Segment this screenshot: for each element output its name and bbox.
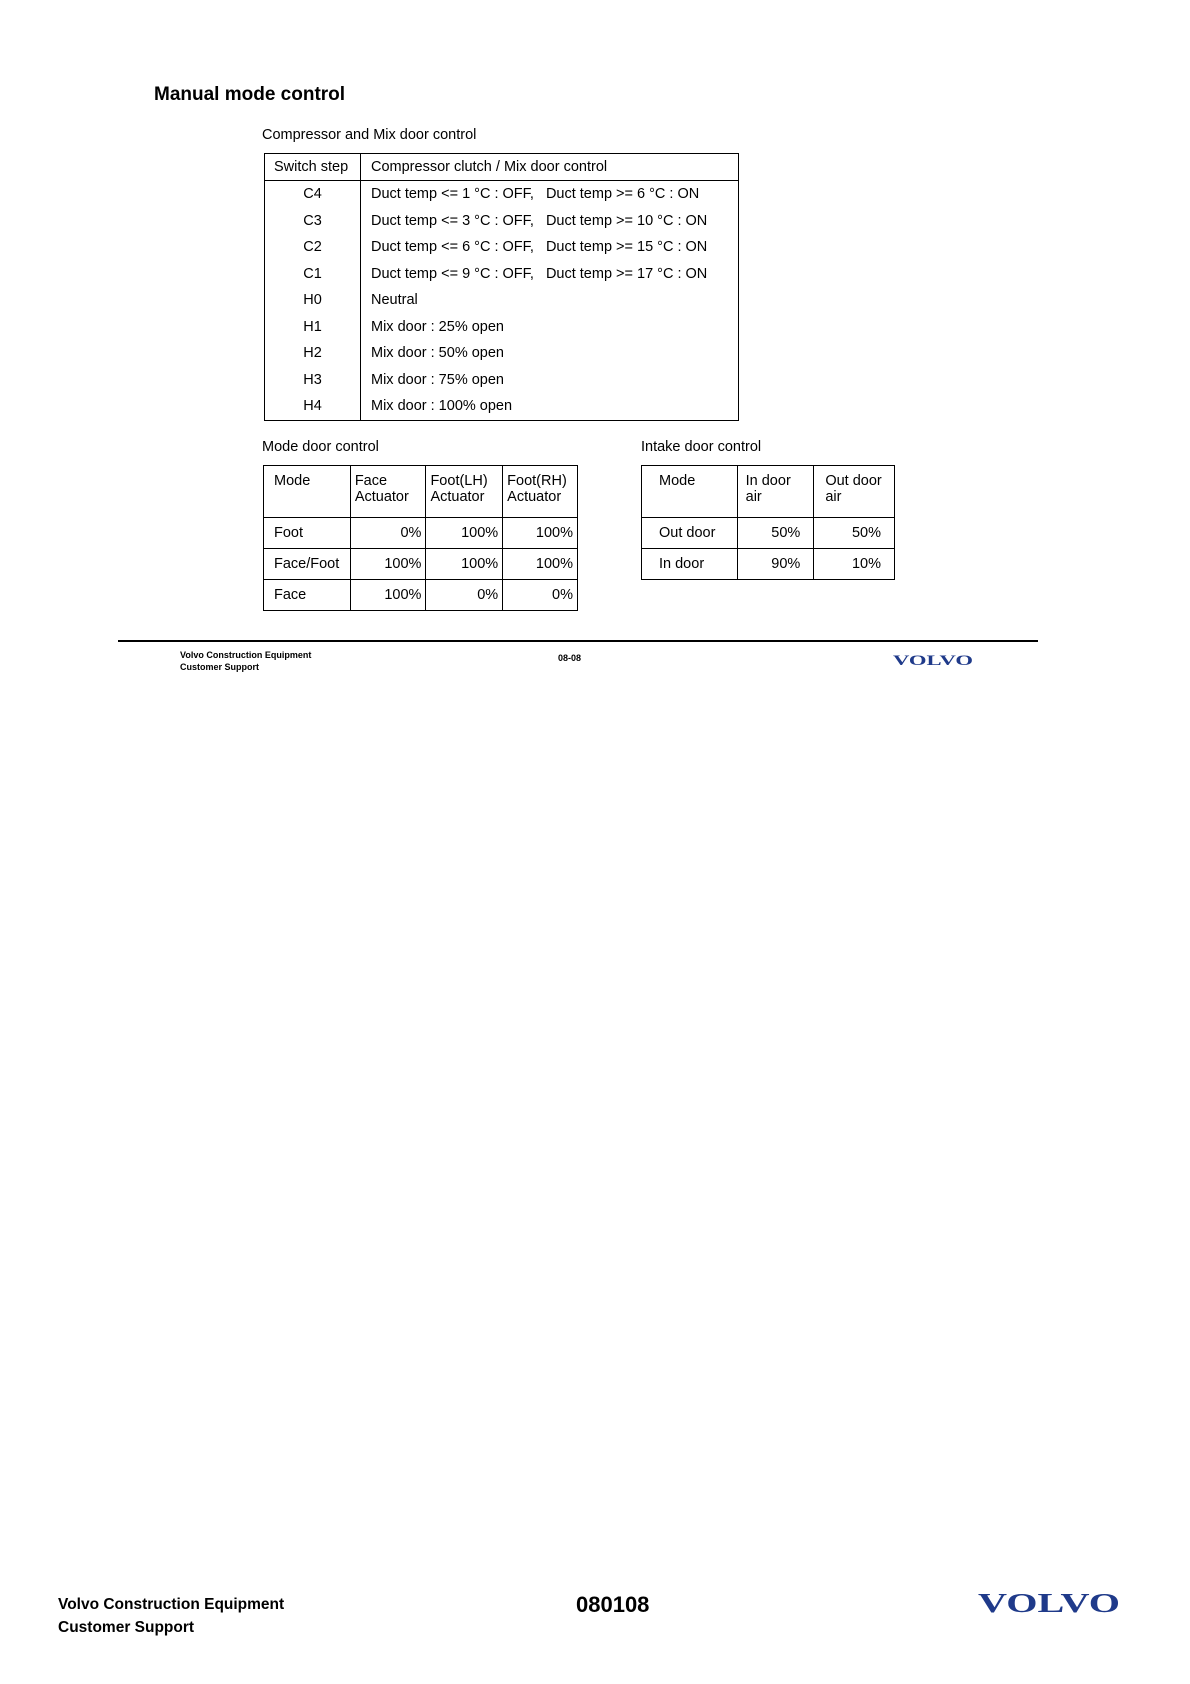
switch-step: C1 (265, 261, 361, 288)
table-row (642, 549, 895, 580)
header-foot-lh-actuator: Foot(LH) Actuator (426, 466, 503, 518)
value-cell: 0% (350, 518, 426, 549)
switch-step: H2 (265, 340, 361, 367)
value-cell: 0% (426, 580, 503, 611)
value-cell: 100% (350, 549, 426, 580)
value-cell: 100% (350, 580, 426, 611)
header-mode: Mode (264, 466, 351, 518)
mode-cell: Foot (264, 518, 351, 549)
control-desc: Neutral (371, 292, 418, 309)
table-row (265, 208, 739, 235)
table-row (265, 314, 739, 341)
intake-door-caption: Intake door control (641, 439, 762, 455)
table-row (265, 367, 739, 394)
table-row (265, 340, 739, 367)
mode-cell: In door (642, 549, 738, 580)
header-foot-rh-actuator: Foot(RH) Actuator (503, 466, 578, 518)
table-row (264, 518, 578, 549)
table-row (264, 549, 578, 580)
control-desc: Duct temp <= 1 °C : OFF, Duct temp >= 6 °C : ON (371, 186, 700, 203)
footer-divider (118, 640, 1038, 642)
svg-text:VOLVO: VOLVO (978, 1591, 1120, 1615)
control-desc: Mix door : 25% open (371, 318, 504, 335)
control-desc: Mix door : 75% open (371, 371, 504, 388)
footer-company-small: Volvo Construction Equipment Customer Support (180, 650, 312, 672)
header-mode: Mode (642, 466, 738, 518)
switch-step: H4 (265, 393, 361, 420)
table-row (265, 261, 739, 288)
header-in-door-air: In door air (737, 466, 814, 518)
mode-door-table (263, 465, 578, 611)
footer-company: Volvo Construction Equipment Customer Support (58, 1596, 285, 1636)
control-desc: Duct temp <= 6 °C : OFF, Duct temp >= 15 °C : ON (371, 239, 708, 256)
volvo-logo (978, 1591, 1120, 1615)
header-out-door-air: Out door air (814, 466, 895, 518)
value-cell: 100% (426, 549, 503, 580)
table-row (265, 393, 739, 420)
value-cell: 90% (737, 549, 814, 580)
footer-date-small: 08-08 (558, 653, 582, 663)
table-row (265, 287, 739, 314)
switch-step: H1 (265, 314, 361, 341)
value-cell: 100% (503, 518, 578, 549)
intake-door-table (641, 465, 895, 580)
svg-text:VOLVO: VOLVO (893, 653, 973, 667)
page-title: Manual mode control (154, 84, 346, 105)
mode-door-caption: Mode door control (262, 439, 379, 455)
table-row (642, 518, 895, 549)
switch-step: H0 (265, 287, 361, 314)
footer-date: 080108 (576, 1592, 650, 1617)
switch-step: C4 (265, 181, 361, 208)
compressor-caption: Compressor and Mix door control (262, 127, 477, 143)
header-switch-step: Switch step (265, 154, 361, 181)
header-compressor-clutch: Compressor clutch / Mix door control (361, 154, 739, 181)
table-row (264, 580, 578, 611)
control-desc: Duct temp <= 9 °C : OFF, Duct temp >= 17 °C : ON (371, 265, 708, 282)
value-cell: 100% (426, 518, 503, 549)
mode-cell: Face (264, 580, 351, 611)
switch-step: H3 (265, 367, 361, 394)
switch-step: C3 (265, 208, 361, 235)
header-face-actuator: Face Actuator (350, 466, 426, 518)
control-desc: Mix door : 50% open (371, 345, 504, 362)
compressor-table (264, 153, 739, 421)
table-row (265, 181, 739, 208)
value-cell: 0% (503, 580, 578, 611)
value-cell: 50% (814, 518, 895, 549)
switch-step: C2 (265, 234, 361, 261)
control-desc: Mix door : 100% open (371, 398, 513, 415)
control-desc: Duct temp <= 3 °C : OFF, Duct temp >= 10 °C : ON (371, 212, 708, 229)
volvo-logo-small (893, 653, 973, 667)
value-cell: 50% (737, 518, 814, 549)
table-row (265, 234, 739, 261)
value-cell: 10% (814, 549, 895, 580)
value-cell: 100% (503, 549, 578, 580)
mode-cell: Out door (642, 518, 738, 549)
mode-cell: Face/Foot (264, 549, 351, 580)
